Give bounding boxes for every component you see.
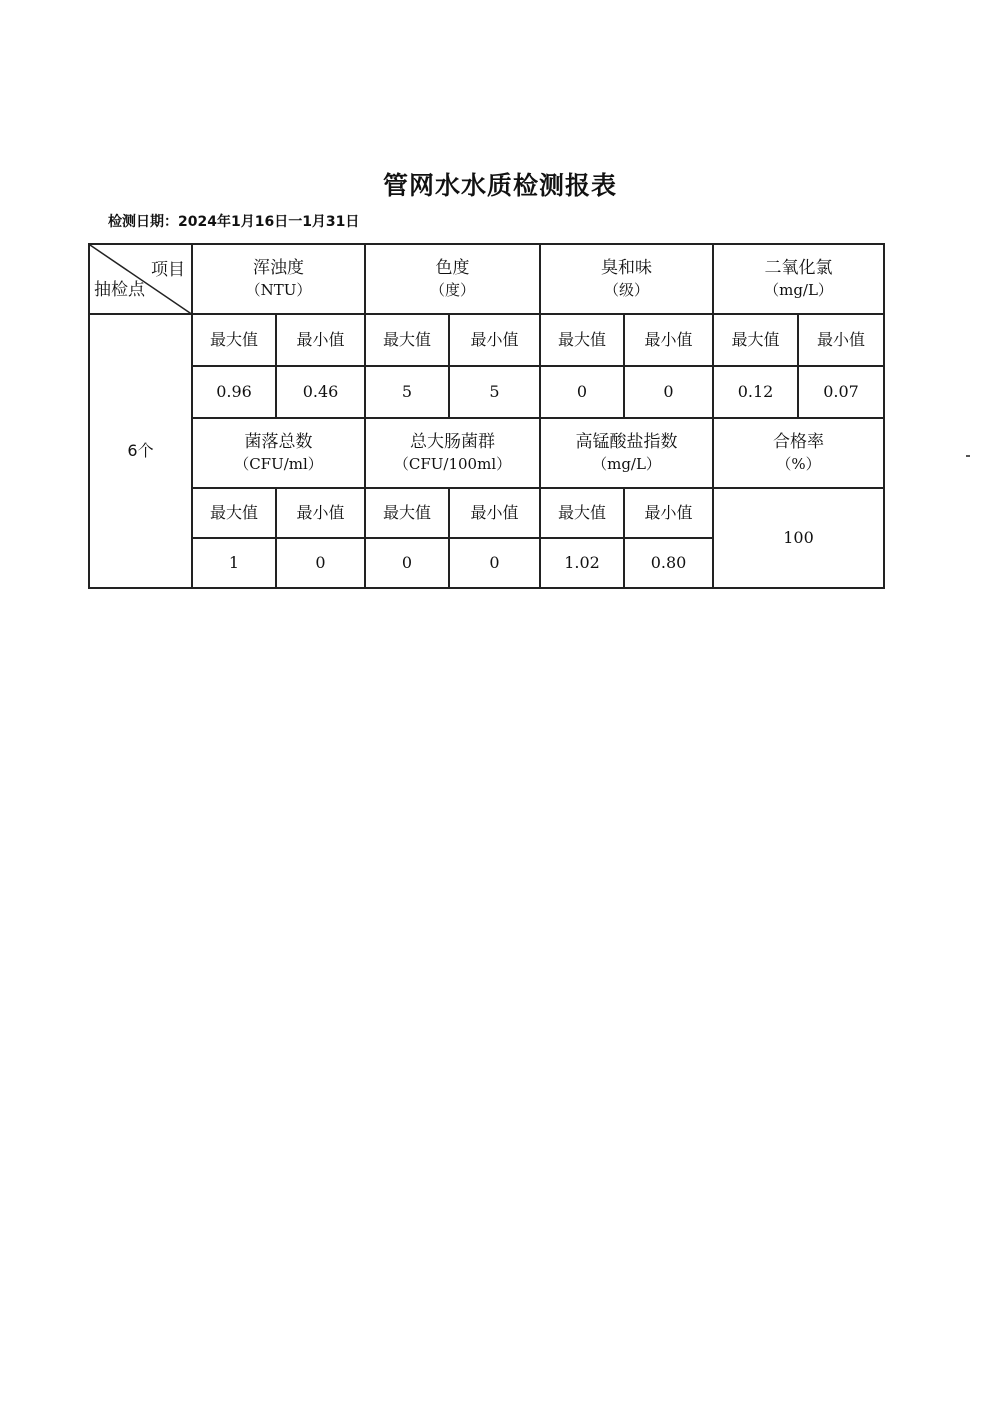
value-cell: 0: [540, 366, 624, 418]
param-unit: （CFU/ml）: [234, 455, 323, 473]
param-header-turbidity: [192, 244, 365, 314]
param-header-permanganate-index: [540, 418, 713, 488]
value-cell: 0: [276, 538, 365, 588]
header-item-label: 项目: [151, 260, 185, 280]
param-unit: （mg/L）: [764, 281, 833, 299]
param-header-chlorine-dioxide: [713, 244, 884, 314]
param-name: 菌落总数: [244, 432, 313, 452]
param-name: 浑浊度: [253, 258, 304, 278]
value-cell: 1.02: [540, 538, 624, 588]
param-header-odor: [540, 244, 713, 314]
col-min-label: 最小值: [276, 488, 365, 538]
value-cell: 5: [365, 366, 449, 418]
sample-point-count: 6个: [89, 314, 192, 588]
param-header-total-coliforms: [365, 418, 540, 488]
value-cell: 0.46: [276, 366, 365, 418]
param-name: 总大肠菌群: [410, 432, 495, 452]
param-unit: （NTU）: [245, 281, 312, 299]
col-max-label: 最大值: [540, 488, 624, 538]
value-cell: 0.07: [798, 366, 884, 418]
param-unit: （%）: [776, 455, 821, 473]
value-cell: 1: [192, 538, 276, 588]
col-max-label: 最大值: [365, 314, 449, 366]
col-min-label: 最小值: [449, 314, 540, 366]
water-quality-table: [88, 243, 885, 589]
value-cell: 0: [449, 538, 540, 588]
col-min-label: 最小值: [798, 314, 884, 366]
col-max-label: 最大值: [192, 488, 276, 538]
param-header-pass-rate: [713, 418, 884, 488]
value-cell: 0: [624, 366, 713, 418]
value-cell: 5: [449, 366, 540, 418]
param-name: 高锰酸盐指数: [575, 432, 678, 452]
value-cell: 0.80: [624, 538, 713, 588]
param-unit: （度）: [430, 281, 476, 299]
col-min-label: 最小值: [276, 314, 365, 366]
header-sample-point-label: 抽检点: [94, 280, 145, 300]
param-name: 色度: [435, 258, 470, 278]
header-corner-cell: [89, 244, 192, 314]
param-header-colony-count: [192, 418, 365, 488]
param-unit: （CFU/100ml）: [393, 455, 512, 473]
col-max-label: 最大值: [365, 488, 449, 538]
page-title: 管网水水质检测报表: [382, 171, 617, 200]
param-header-chroma: [365, 244, 540, 314]
value-cell: 0.96: [192, 366, 276, 418]
col-max-label: 最大值: [192, 314, 276, 366]
col-min-label: 最小值: [624, 488, 713, 538]
value-cell: 0: [365, 538, 449, 588]
param-name: 臭和味: [601, 258, 653, 278]
col-max-label: 最大值: [540, 314, 624, 366]
col-min-label: 最小值: [449, 488, 540, 538]
col-max-label: 最大值: [713, 314, 798, 366]
param-unit: （级）: [604, 281, 650, 299]
scan-speck: [966, 455, 970, 457]
value-cell: 0.12: [713, 366, 798, 418]
param-unit: （mg/L）: [592, 455, 661, 473]
param-name: 二氧化氯: [764, 258, 833, 278]
col-min-label: 最小值: [624, 314, 713, 366]
inspection-date: 检测日期：2024年1月16日一1月31日: [108, 214, 360, 230]
pass-rate-value: 100: [713, 488, 884, 588]
param-name: 合格率: [773, 432, 825, 452]
